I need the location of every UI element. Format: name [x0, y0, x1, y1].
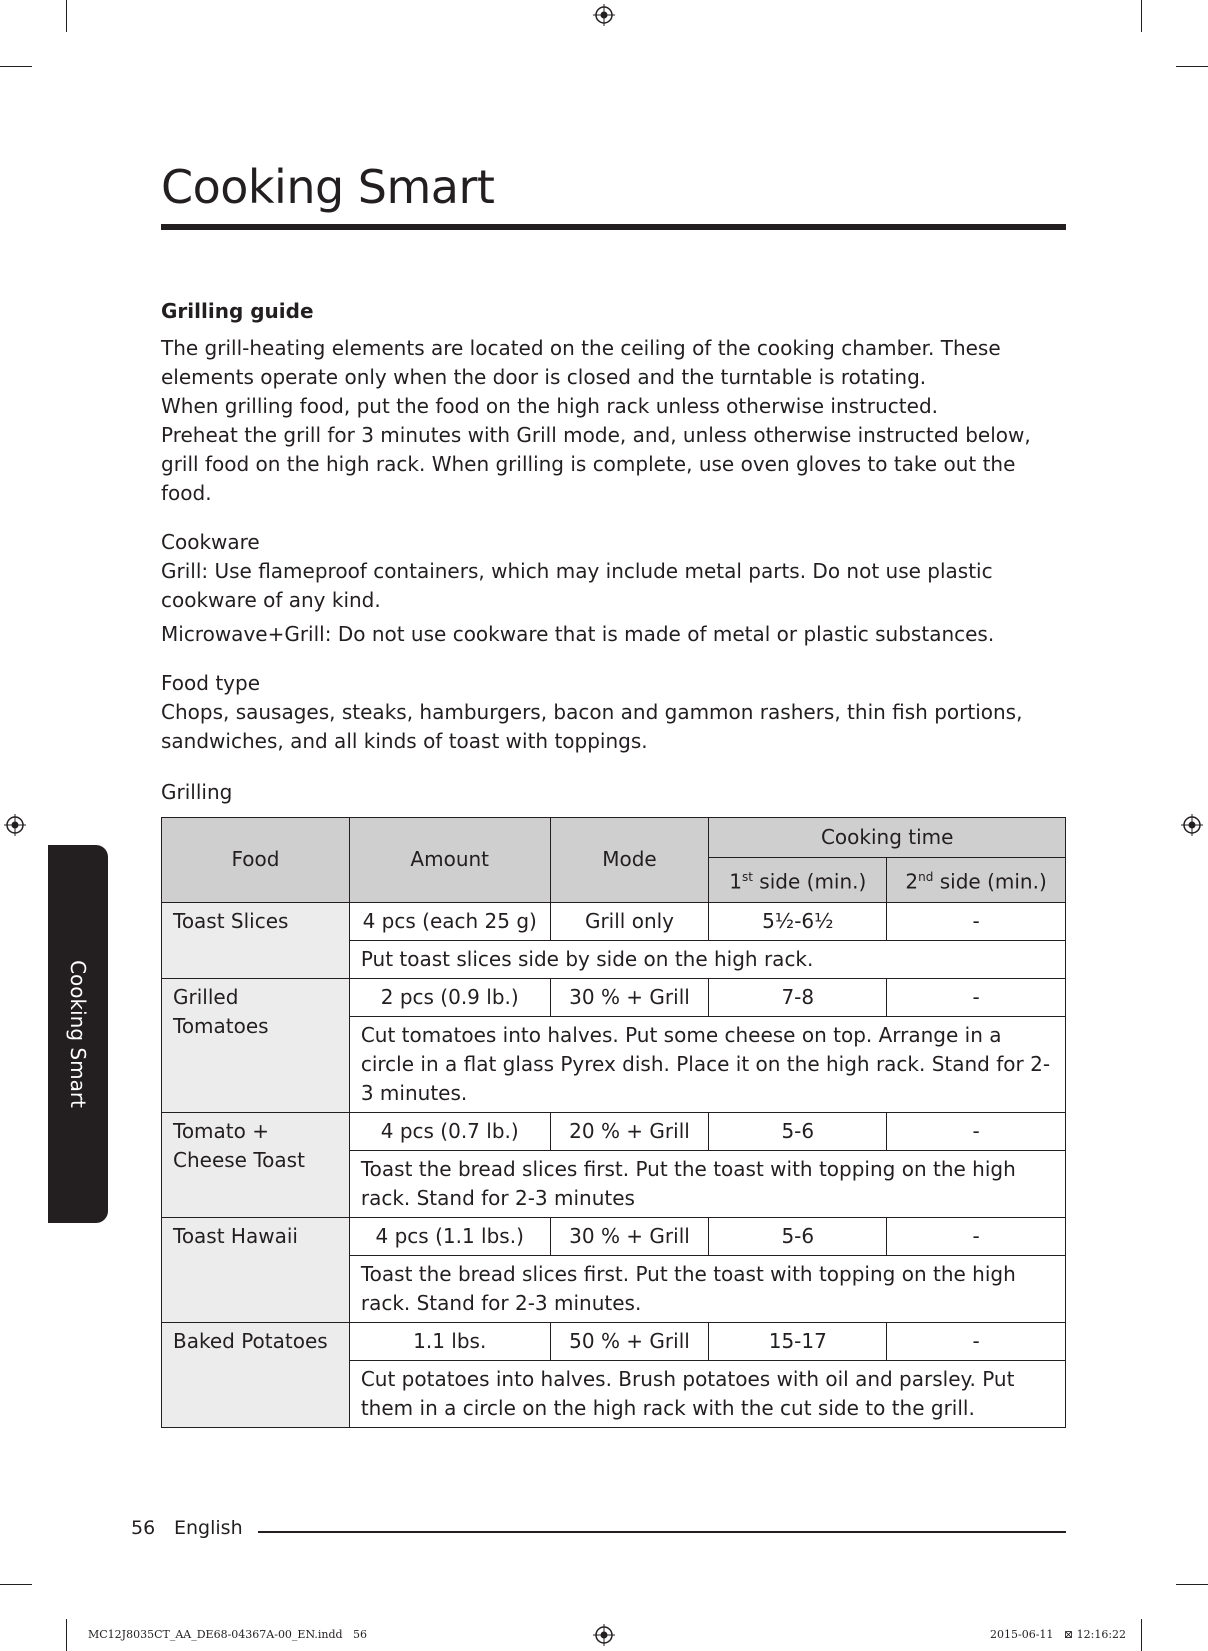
food-cell: Toast Hawaii [162, 1217, 350, 1322]
registration-mark-icon [1181, 814, 1203, 836]
cookware-mwgrill-label: Microwave+Grill [161, 622, 325, 646]
side1-cell: 5-6 [709, 1112, 887, 1150]
side2-cell: - [887, 1217, 1066, 1255]
crop-mark [1141, 1619, 1142, 1651]
cookware-grill-label: Grill [161, 559, 202, 583]
section-heading: Grilling guide [161, 299, 314, 323]
mode-cell: 20 % + Grill [550, 1112, 709, 1150]
mode-cell: Grill only [550, 902, 709, 940]
table-row [162, 1112, 1066, 1150]
header-food: Food [162, 818, 350, 903]
side1-cell: 15-17 [709, 1322, 887, 1360]
header-side2: 2nd side (min.) [887, 858, 1066, 903]
side-tab-label: Cooking Smart [66, 960, 90, 1108]
amount-cell: 1.1 lbs. [349, 1322, 550, 1360]
table-row [162, 902, 1066, 940]
table-row [162, 1322, 1066, 1360]
cookware-heading: Cookware [161, 530, 260, 554]
side1-cell: 5-6 [709, 1217, 887, 1255]
amount-cell: 4 pcs (1.1 lbs.) [349, 1217, 550, 1255]
title-rule [161, 224, 1066, 230]
file-slug: MC12J8035CT_AA_DE68-04367A-00_EN.indd 56 [88, 1628, 368, 1641]
cookware-grill [161, 557, 1066, 615]
registration-mark-icon [4, 814, 26, 836]
header-side1: 1st side (min.) [709, 858, 887, 903]
intro-paragraph: When grilling food, put the food on the high rack unless otherwise instructed. [161, 394, 939, 418]
note-cell: Toast the bread slices first. Put the toast with topping on the high rack. Stand for 2-3 minutes. [349, 1255, 1065, 1322]
table-row [162, 1217, 1066, 1255]
crop-mark [0, 1584, 32, 1585]
amount-cell: 4 pcs (each 25 g) [349, 902, 550, 940]
amount-cell: 2 pcs (0.9 lb.) [349, 978, 550, 1016]
page-number: 56 [131, 1517, 156, 1539]
registration-mark-icon [593, 1624, 615, 1646]
crop-mark [0, 66, 32, 67]
header-cooking-time: Cooking time [709, 818, 1066, 858]
crop-mark [1176, 66, 1208, 67]
crop-mark [66, 0, 67, 32]
side-tab [48, 845, 108, 1223]
intro-paragraph: Preheat the grill for 3 minutes with Grill mode, and, unless otherwise instructed below, grill food on the high rack. When grilling is complete, use oven gloves to take out the food. [161, 423, 1031, 505]
side2-cell: - [887, 1322, 1066, 1360]
registration-mark-icon [593, 4, 615, 26]
note-cell: Cut potatoes into halves. Brush potatoes with oil and parsley. Put them in a circle on the high rack with the cut side to the grill. [349, 1360, 1065, 1427]
mode-cell: 30 % + Grill [550, 1217, 709, 1255]
crop-mark [1176, 1584, 1208, 1585]
note-cell: Cut tomatoes into halves. Put some cheese on top. Arrange in a circle in a flat glass Pyrex dish. Place it on the high rack. Stand for 2-3 minutes. [349, 1016, 1065, 1112]
intro-paragraph: The grill-heating elements are located on the ceiling of the cooking chamber. These elements operate only when the door is closed and the turntable is rotating. [161, 336, 1001, 389]
mode-cell: 50 % + Grill [550, 1322, 709, 1360]
cookware-mwgrill-text: : Do not use cookware that is made of metal or plastic substances. [324, 622, 995, 646]
crop-mark [66, 1619, 67, 1651]
header-amount: Amount [349, 818, 550, 903]
side2-cell: - [887, 902, 1066, 940]
food-cell: Tomato + Cheese Toast [162, 1112, 350, 1217]
cookware-grill-text: : Use flameproof containers, which may include metal parts. Do not use plastic cookware of any kind. [161, 559, 993, 612]
food-type-heading: Food type [161, 671, 260, 695]
amount-cell: 4 pcs (0.7 lb.) [349, 1112, 550, 1150]
side1-cell: 7-8 [709, 978, 887, 1016]
note-cell: Put toast slices side by side on the high rack. [349, 940, 1065, 978]
food-cell: Grilled Tomatoes [162, 978, 350, 1112]
cookware-microwave-grill [161, 620, 1066, 649]
page-title: Cooking Smart [161, 160, 495, 214]
side1-cell: 5½-6½ [709, 902, 887, 940]
footer-rule [258, 1531, 1066, 1533]
food-cell: Toast Slices [162, 902, 350, 978]
table-label: Grilling [161, 780, 233, 804]
grilling-table [161, 817, 1066, 1428]
food-cell: Baked Potatoes [162, 1322, 350, 1427]
food-type-text: Chops, sausages, steaks, hamburgers, bacon and gammon rashers, thin fish portions, sandwiches, and all kinds of toast with toppings. [161, 700, 1023, 753]
mode-cell: 30 % + Grill [550, 978, 709, 1016]
side2-cell: - [887, 978, 1066, 1016]
content [161, 297, 1066, 1428]
print-timestamp: 2015-06-11 ⊠ 12:16:22 [990, 1628, 1127, 1641]
note-cell: Toast the bread slices first. Put the toast with topping on the high rack. Stand for 2-3 minutes [349, 1150, 1065, 1217]
side2-cell: - [887, 1112, 1066, 1150]
crop-mark [1141, 0, 1142, 32]
footer-language: English [174, 1517, 243, 1539]
table-row [162, 978, 1066, 1016]
header-mode: Mode [550, 818, 709, 903]
